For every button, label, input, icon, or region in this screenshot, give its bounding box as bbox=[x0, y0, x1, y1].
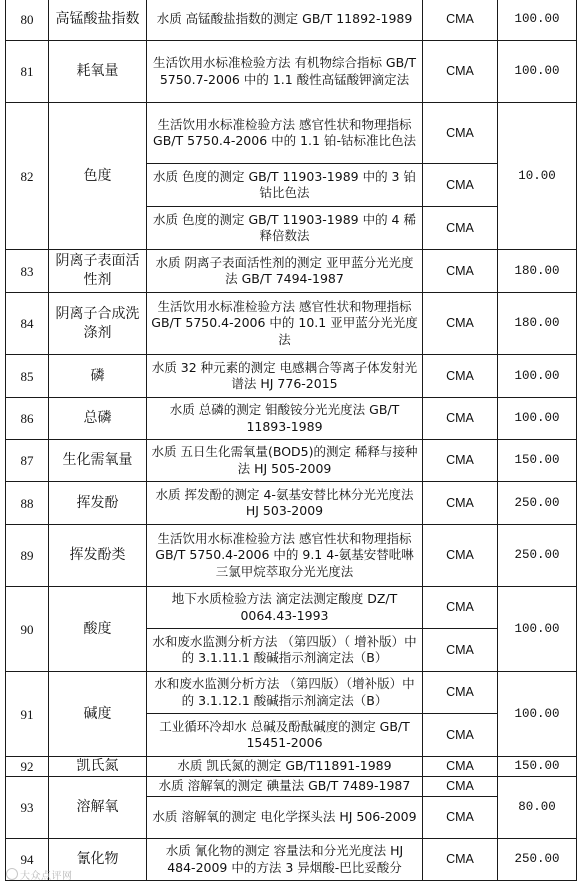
method-cell: 水质 溶解氧的测定 碘量法 GB/T 7489-1987 bbox=[147, 777, 423, 797]
row-number-cell: 86 bbox=[6, 398, 49, 440]
price-cell: 100.00 bbox=[498, 672, 577, 757]
method-cell: 水质 凯氏氮的测定 GB/T11891-1989 bbox=[147, 757, 423, 777]
qualification-cell: CMA bbox=[423, 672, 498, 714]
item-name-cell: 碱度 bbox=[49, 672, 147, 757]
table-row bbox=[6, 293, 577, 355]
price-cell: 100.00 bbox=[498, 41, 577, 103]
price-cell: 150.00 bbox=[498, 757, 577, 777]
method-cell: 工业循环冷却水 总碱及酚酞碱度的测定 GB/T 15451-2006 bbox=[147, 714, 423, 757]
method-cell: 水质 五日生化需氧量(BOD5)的测定 稀释与接种法 HJ 505-2009 bbox=[147, 440, 423, 482]
table-row bbox=[6, 440, 577, 482]
qualification-cell: CMA bbox=[423, 587, 498, 629]
price-cell: 150.00 bbox=[498, 440, 577, 482]
qualification-cell: CMA bbox=[423, 164, 498, 207]
table-row bbox=[6, 103, 577, 164]
qualification-cell: CMA bbox=[423, 839, 498, 881]
qualification-cell: CMA bbox=[423, 398, 498, 440]
qualification-cell: CMA bbox=[423, 482, 498, 525]
item-name-cell: 色度 bbox=[49, 103, 147, 250]
method-cell: 水质 32 种元素的测定 电感耦合等离子体发射光谱法 HJ 776-2015 bbox=[147, 355, 423, 398]
qualification-cell: CMA bbox=[423, 250, 498, 293]
item-name-cell: 阴离子合成洗涤剂 bbox=[49, 293, 147, 355]
qualification-cell: CMA bbox=[423, 293, 498, 355]
table-body bbox=[6, 0, 577, 881]
table-row bbox=[6, 587, 577, 629]
item-name-cell: 总磷 bbox=[49, 398, 147, 440]
method-cell: 水质 总磷的测定 钼酸铵分光光度法 GB/T 11893-1989 bbox=[147, 398, 423, 440]
price-cell: 250.00 bbox=[498, 482, 577, 525]
watermark: 大众点评网 bbox=[6, 867, 73, 882]
item-name-cell: 高锰酸盐指数 bbox=[49, 0, 147, 41]
row-number-cell: 93 bbox=[6, 777, 49, 839]
method-cell: 水质 高锰酸盐指数的测定 GB/T 11892-1989 bbox=[147, 0, 423, 41]
item-name-cell: 酸度 bbox=[49, 587, 147, 672]
method-cell: 生活饮用水标准检验方法 感官性状和物理指标 GB/T 5750.4-2006 中的 10.1 亚甲蓝分光光度法 bbox=[147, 293, 423, 355]
row-number-cell: 84 bbox=[6, 293, 49, 355]
item-name-cell: 耗氧量 bbox=[49, 41, 147, 103]
price-cell: 80.00 bbox=[498, 777, 577, 839]
row-number-cell: 94 bbox=[6, 839, 49, 881]
method-cell: 水质 溶解氧的测定 电化学探头法 HJ 506-2009 bbox=[147, 797, 423, 839]
row-number-cell: 89 bbox=[6, 525, 49, 587]
qualification-cell: CMA bbox=[423, 103, 498, 164]
price-cell: 180.00 bbox=[498, 250, 577, 293]
row-number-cell: 85 bbox=[6, 355, 49, 398]
table-row bbox=[6, 757, 577, 777]
qualification-cell: CMA bbox=[423, 355, 498, 398]
row-number-cell: 92 bbox=[6, 757, 49, 777]
table-row bbox=[6, 525, 577, 587]
table-row bbox=[6, 482, 577, 525]
test-items-table bbox=[5, 0, 577, 881]
row-number-cell: 81 bbox=[6, 41, 49, 103]
method-cell: 水和废水监测分析方法 （第四版）（ 增补版）中的 3.1.11.1 酸碱指示剂滴定法（B） bbox=[147, 629, 423, 672]
item-name-cell: 阴离子表面活性剂 bbox=[49, 250, 147, 293]
table-row bbox=[6, 0, 577, 41]
price-cell: 250.00 bbox=[498, 839, 577, 881]
method-cell: 水质 阴离子表面活性剂的测定 亚甲蓝分光光度法 GB/T 7494-1987 bbox=[147, 250, 423, 293]
row-number-cell: 82 bbox=[6, 103, 49, 250]
price-cell: 180.00 bbox=[498, 293, 577, 355]
method-cell: 生活饮用水标准检验方法 感官性状和物理指标 GB/T 5750.4-2006 中的 9.1 4-氨基安替吡啉三氯甲烷萃取分光光度法 bbox=[147, 525, 423, 587]
method-cell: 生活饮用水标准检验方法 感官性状和物理指标 GB/T 5750.4-2006 中的 1.1 铂-钴标准比色法 bbox=[147, 103, 423, 164]
watermark-logo-icon bbox=[6, 868, 18, 880]
method-cell: 水质 挥发酚的测定 4-氨基安替比林分光光度法 HJ 503-2009 bbox=[147, 482, 423, 525]
price-cell: 100.00 bbox=[498, 587, 577, 672]
price-cell: 100.00 bbox=[498, 398, 577, 440]
price-cell: 250.00 bbox=[498, 525, 577, 587]
qualification-cell: CMA bbox=[423, 207, 498, 250]
item-name-cell: 氰化物 bbox=[49, 839, 147, 881]
method-cell: 水质 色度的测定 GB/T 11903-1989 中的 3 铂钴比色法 bbox=[147, 164, 423, 207]
table-row bbox=[6, 672, 577, 714]
method-cell: 水和废水监测分析方法 （第四版）（增补版）中的 3.1.12.1 酸碱指示剂滴定法（B） bbox=[147, 672, 423, 714]
table-row bbox=[6, 355, 577, 398]
qualification-cell: CMA bbox=[423, 440, 498, 482]
row-number-cell: 91 bbox=[6, 672, 49, 757]
method-cell: 生活饮用水标准检验方法 有机物综合指标 GB/T 5750.7-2006 中的 1.1 酸性高锰酸钾滴定法 bbox=[147, 41, 423, 103]
qualification-cell: CMA bbox=[423, 797, 498, 839]
qualification-cell: CMA bbox=[423, 629, 498, 672]
method-cell: 水质 色度的测定 GB/T 11903-1989 中的 4 稀释倍数法 bbox=[147, 207, 423, 250]
qualification-cell: CMA bbox=[423, 714, 498, 757]
item-name-cell: 磷 bbox=[49, 355, 147, 398]
item-name-cell: 挥发酚类 bbox=[49, 525, 147, 587]
method-cell: 地下水质检验方法 滴定法测定酸度 DZ/T 0064.43-1993 bbox=[147, 587, 423, 629]
qualification-cell: CMA bbox=[423, 0, 498, 41]
table-row bbox=[6, 250, 577, 293]
price-cell: 100.00 bbox=[498, 355, 577, 398]
row-number-cell: 83 bbox=[6, 250, 49, 293]
qualification-cell: CMA bbox=[423, 525, 498, 587]
item-name-cell: 溶解氧 bbox=[49, 777, 147, 839]
row-number-cell: 88 bbox=[6, 482, 49, 525]
table-row bbox=[6, 777, 577, 797]
item-name-cell: 挥发酚 bbox=[49, 482, 147, 525]
table-row bbox=[6, 398, 577, 440]
item-name-cell: 生化需氧量 bbox=[49, 440, 147, 482]
qualification-cell: CMA bbox=[423, 757, 498, 777]
table-row bbox=[6, 41, 577, 103]
row-number-cell: 90 bbox=[6, 587, 49, 672]
price-cell: 10.00 bbox=[498, 103, 577, 250]
row-number-cell: 80 bbox=[6, 0, 49, 41]
row-number-cell: 87 bbox=[6, 440, 49, 482]
price-cell: 100.00 bbox=[498, 0, 577, 41]
qualification-cell: CMA bbox=[423, 777, 498, 797]
item-name-cell: 凯氏氮 bbox=[49, 757, 147, 777]
table-row bbox=[6, 839, 577, 881]
qualification-cell: CMA bbox=[423, 41, 498, 103]
method-cell: 水质 氰化物的测定 容量法和分光光度法 HJ 484-2009 中的方法 3 异烟酸-巴比妥酸分 bbox=[147, 839, 423, 881]
